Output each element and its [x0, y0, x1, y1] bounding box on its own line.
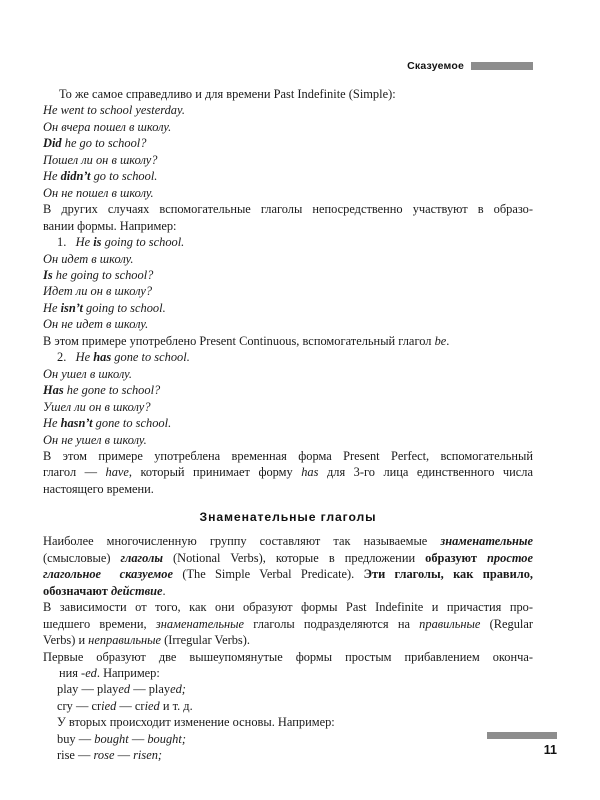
numbered-example-line: 1. He is going to school.	[57, 235, 185, 250]
folio-rule	[487, 732, 557, 739]
example-line: Has he gone to school?	[43, 383, 161, 398]
paragraph-notional-line-2: (смысловые) глаголы (Notional Verbs), которые в предложении образуют простое	[43, 550, 533, 565]
irregular-example-line: rise — rose — risen;	[57, 748, 163, 763]
note-present-perfect-line-2: глагол — have, который принимает форму has для 3-го лица единственного числа	[43, 465, 533, 480]
paragraph-notional-line-1: Наиболее многочисленную группу составляют так называемые знаменательные	[43, 534, 533, 549]
page-number: 11	[543, 743, 557, 757]
section-heading: Знаменательные глаголы	[199, 510, 377, 525]
example-line: Пошел ли он в школу?	[43, 152, 158, 167]
paragraph-first-group-line-2: ния -ed. Например:	[59, 665, 160, 680]
example-line: Ушел ли он в школу?	[43, 399, 151, 414]
running-head-rule	[471, 62, 533, 70]
example-line: Did he go to school?	[43, 136, 147, 151]
paragraph-regular-irregular-line-1: В зависимости от того, как они образуют формы Past Indefinite и причастия про-	[43, 600, 533, 615]
example-line: He didn’t go to school.	[43, 169, 158, 184]
note-present-continuous: В этом примере употреблено Present Continuous, вспомогательный глагол be.	[43, 333, 450, 348]
paragraph-regular-irregular-line-3: Verbs) и неправильные (Irregular Verbs).	[43, 633, 250, 648]
example-line: He hasn’t gone to school.	[43, 416, 172, 431]
regular-example-line: cry — cried — cried и т. д.	[57, 698, 193, 713]
irregular-example-line: buy — bought — bought;	[57, 731, 186, 746]
example-line: Он не пошел в школу.	[43, 185, 154, 200]
note-present-perfect-line-3: настоящего времени.	[43, 481, 154, 496]
paragraph-notional-line-4: обозначают действие.	[43, 583, 166, 598]
running-head	[43, 58, 533, 74]
paragraph-regular-irregular-line-2: шедшего времени, знаменательные глаголы подразделяются на правильные (Regular	[43, 616, 533, 631]
heading-space-before	[43, 497, 533, 510]
running-head-title: Сказуемое	[407, 60, 464, 72]
example-line: Is he going to school?	[43, 267, 154, 282]
paragraph-notional-line-3: глагольное сказуемое (The Simple Verbal Predicate). Эти глаголы, как правило,	[43, 567, 534, 582]
example-line: Он идет в школу.	[43, 251, 134, 266]
example-line: Он вчера пошел в школу.	[43, 119, 172, 134]
intro-line: То же самое справедливо и для времени Past Indefinite (Simple):	[59, 87, 396, 101]
page-folio	[437, 732, 557, 757]
example-line: Идет ли он в школу?	[43, 284, 153, 299]
example-line: Он ушел в школу.	[43, 366, 132, 381]
note-present-perfect-line-1: В этом примере употреблена временная форма Present Perfect, вспомогательный	[43, 448, 533, 463]
paragraph-other-cases-line-1: В других случаях вспомогательные глаголы непосредственно участвуют в образо-	[43, 202, 533, 217]
example-line: He went to school yesterday.	[43, 103, 185, 118]
paragraph-first-group-line-1: Первые образуют две вышеупомянутые формы простым прибавлением оконча-	[43, 649, 533, 664]
paragraph-second-group: У вторых происходит изменение основы. Например:	[57, 715, 335, 730]
heading-space-after	[43, 524, 533, 533]
example-line: He isn’t going to school.	[43, 300, 166, 315]
regular-example-line: play — played — played;	[57, 682, 186, 697]
paragraph-other-cases-line-2: вании формы. Например:	[43, 218, 177, 233]
text-column	[43, 86, 533, 764]
numbered-example-line: 2. He has gone to school.	[57, 350, 190, 365]
example-line: Он не ушел в школу.	[43, 432, 147, 447]
example-line: Он не идет в школу.	[43, 317, 149, 332]
